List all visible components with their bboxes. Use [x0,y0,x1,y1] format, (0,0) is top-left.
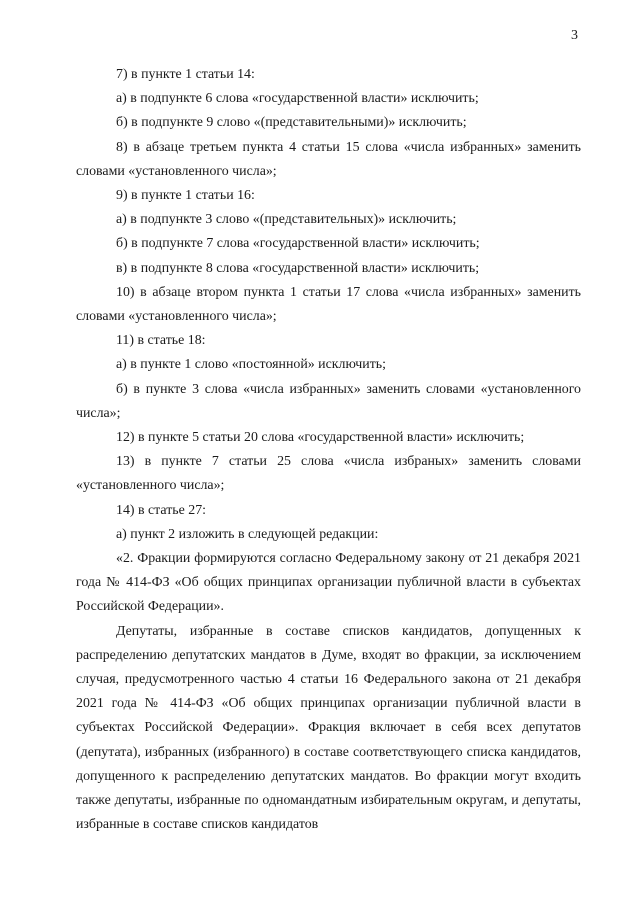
paragraph-subitem-9c: в) в подпункте 8 слова «государственной власти» исключить; [116,260,480,276]
paragraph-subitem-9b: б) в подпункте 7 слова «государственной власти» исключить; [116,236,480,252]
paragraph-item-7: 7) в пункте 1 статьи 14: [116,67,255,82]
paragraph-subitem-11b: б) в пункте 3 слова «числа избранных» заменить словами «установленного числа»; [76,381,581,421]
paragraph-deputies: Депутаты, избранные в составе списков кандидатов, допущенных к распределению депутатских мандатов в Думе, входят во фракции, за исключением случая, предусмотренного частью 4 статьи 16 Федерального закона от 21 декабря 2021 года № 414-ФЗ «Об общих принципах организации публичной власти в субъектах Российской Федерации». Фракция включает в себя всех депутатов (депутата), избранных (избранного) в составе соответствующего списка кандидатов, допущенного к распределению депутатских мандатов. Во фракции могут входить также депутаты, избранные по одномандатным избирательным округам, и депутаты, избранные в составе списков кандидатов [76,623,581,833]
paragraph-item-14: 14) в статье 27: [116,502,207,518]
paragraph-subitem-11a: а) в пункте 1 слово «постоянной» исключить; [116,357,386,373]
paragraph-subitem-9a: а) в подпункте 3 слово «(представительных)» исключить; [116,212,457,228]
page-number: 3 [571,28,578,43]
paragraph-item-12: 12) в пункте 5 статьи 20 слова «государственной власти» исключить; [116,430,525,446]
paragraph-subitem-14a: а) пункт 2 изложить в следующей редакции: [116,526,379,542]
document-body [76,63,581,838]
paragraph-item-13: 13) в пункте 7 статьи 25 слова «числа избраных» заменить словами «установленного числа»; [76,454,581,494]
paragraph-item-10: 10) в абзаце втором пункта 1 статьи 17 слова «числа избранных» заменить словами «установленного числа»; [76,284,581,325]
paragraph-quote-fractions: «2. Фракции формируются согласно Федеральному закону от 21 декабря 2021 года № 414-ФЗ «Об общих принципах организации публичной власти в субъектах Российской Федерации». [76,551,581,615]
paragraph-item-11: 11) в статье 18: [116,333,206,349]
paragraph-item-9: 9) в пункте 1 статьи 16: [116,188,255,204]
paragraph-subitem-7b: б) в подпункте 9 слово «(представительными)» исключить; [116,115,467,131]
paragraph-subitem-7a: а) в подпункте 6 слова «государственной власти» исключить; [116,91,479,107]
paragraph-item-8: 8) в абзаце третьем пункта 4 статьи 15 слова «числа избранных» заменить словами «установленного числа»; [76,139,581,179]
